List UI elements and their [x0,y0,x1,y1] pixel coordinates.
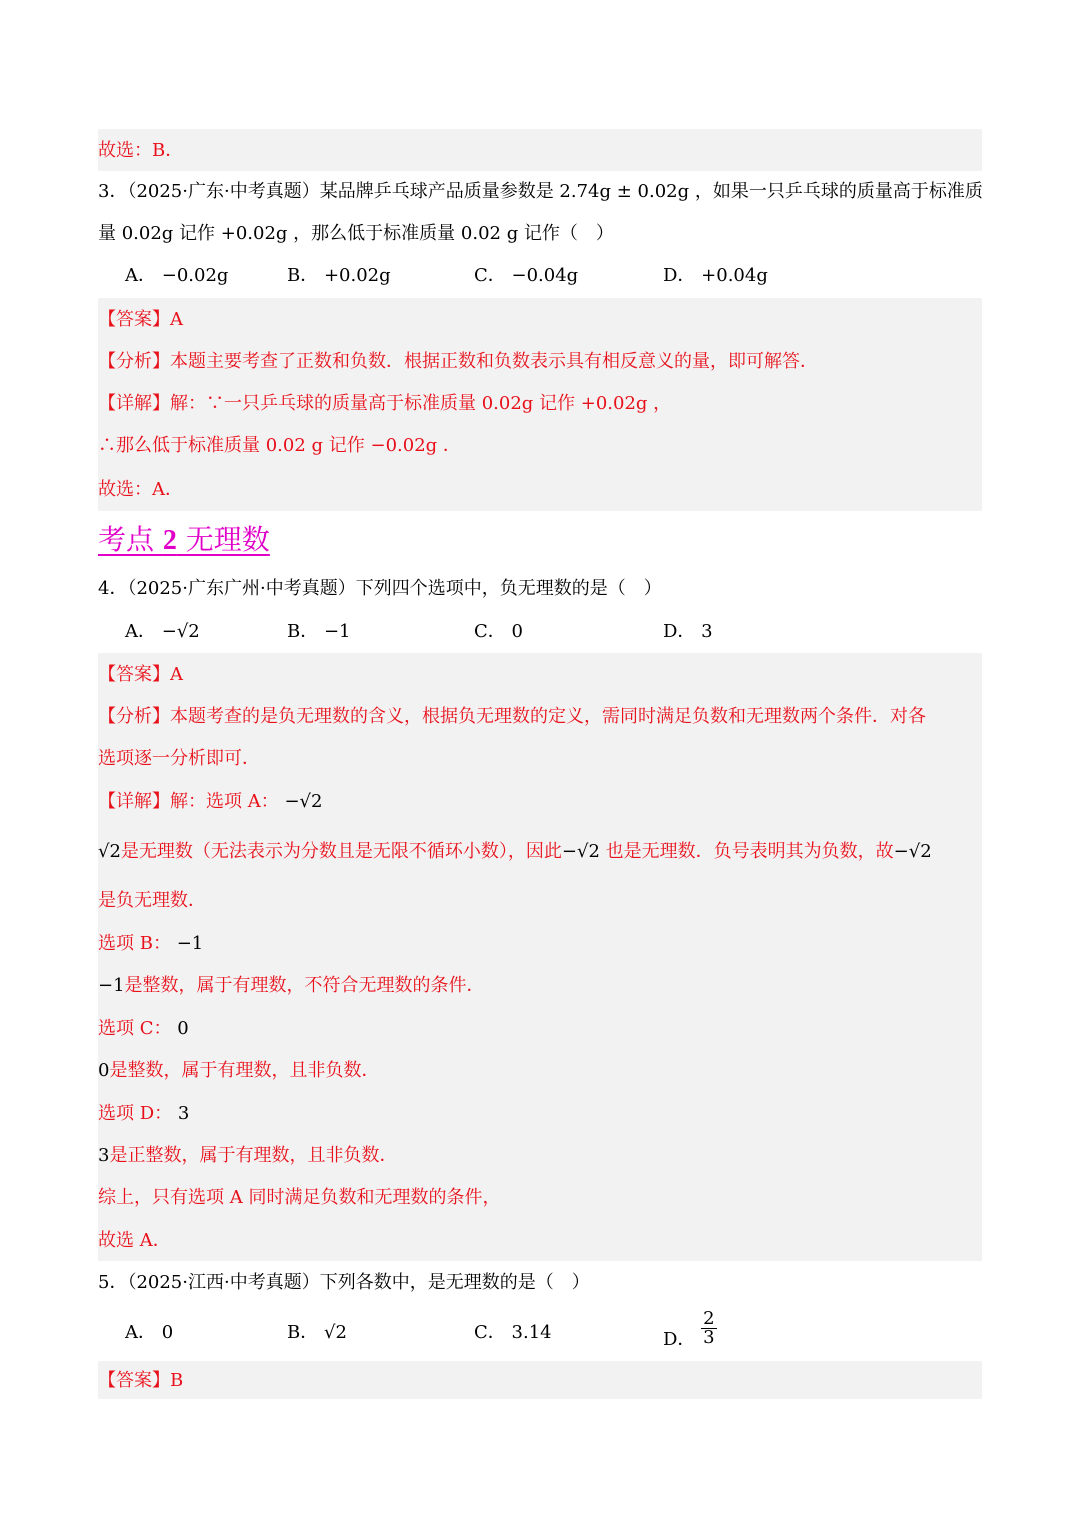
q5-option-b: B． √2 [287,1322,347,1343]
section-heading: 考点 2 无理数 [98,523,270,556]
q3-option-a: A． −0.02g [125,265,229,286]
q4-options [125,620,985,646]
q3-detail-line2: ∴那么低于标准质量 0.02 g 记作 −0.02g ． [98,435,461,456]
q4-analysis-line2: 选项逐一分析即可． [98,748,260,769]
q3-option-c: C． −0.04g [474,265,579,286]
q4-answer: 【答案】A [98,664,183,685]
q5-option-c: C． 3.14 [474,1322,552,1343]
prev-solution-block [98,129,982,171]
q3-choice: 故选：A． [98,479,183,500]
q5-options [125,1310,985,1360]
q4-opt-c-text: 0是整数，属于有理数，且非负数． [98,1060,380,1081]
q4-summary: 综上，只有选项 A 同时满足负数和无理数的条件， [98,1187,501,1208]
q3-answer: 【答案】A [98,309,183,330]
q4-solution-block [98,653,982,1261]
q4-opt-d-head: 选项 D： 3 [98,1103,190,1124]
q3-option-d: D． +0.04g [663,265,768,286]
q3-stem-line2: 量 0.02g 记作 +0.02g ，那么低于标准质量 0.02 g 记作（ ） [98,223,614,244]
q3-solution-block [98,298,982,511]
q3-option-b: B． +0.02g [287,265,391,286]
q4-stem: 4．（2025·广东广州·中考真题）下列四个选项中，负无理数的是（ ） [98,578,662,599]
q4-neg-conclusion: 是负无理数． [98,890,206,911]
q3-options [125,264,985,290]
q3-detail-line1: 【详解】解：∵一只乒乓球的质量高于标准质量 0.02g 记作 +0.02g ， [98,393,672,414]
prev-choice: 故选：B． [98,140,184,161]
q4-opt-b-text: −1是整数，属于有理数，不符合无理数的条件． [98,975,485,996]
q5-stem: 5．（2025·江西·中考真题）下列各数中，是无理数的是（ ） [98,1272,590,1293]
q4-option-b: B． −1 [287,621,351,642]
q3-analysis: 【分析】本题主要考查了正数和负数．根据正数和负数表示具有相反意义的量，即可解答． [98,351,818,372]
q5-option-d: D． $\frac{2}{3}$ [663,1308,715,1350]
q4-option-c: C． 0 [474,621,523,642]
q3-stem-line1: 3．（2025·广东·中考真题）某品牌乒乓球产品质量参数是 2.74g ± 0.02g ，如果一只乒乓球的质量高于标准质 [98,181,983,202]
q4-option-d: D． 3 [663,621,713,642]
q4-opt-c-head: 选项 C： 0 [98,1018,189,1039]
q4-choice: 故选 A． [98,1230,171,1251]
q4-option-a: A． −√2 [125,621,200,642]
q5-answer: 【答案】B [98,1370,184,1391]
q4-sqrt-explanation: √2是无理数（无法表示为分数且是无限不循环小数），因此−√2 也是无理数．负号表明其为负数，故−√2 [98,841,932,862]
q4-detail-head: 【详解】解：选项 A： −√2 [98,791,323,812]
q4-opt-b-head: 选项 B： −1 [98,933,204,954]
q4-analysis-line1: 【分析】本题考查的是负无理数的含义，根据负无理数的定义，需同时满足负数和无理数两个条件．对各 [98,706,926,727]
fraction-two-thirds: $\frac{2}{3}$ [703,1308,715,1348]
q4-opt-d-text: 3是正整数，属于有理数，且非负数． [98,1145,398,1166]
q5-option-a: A． 0 [125,1322,174,1343]
q5-solution-block [98,1361,982,1399]
